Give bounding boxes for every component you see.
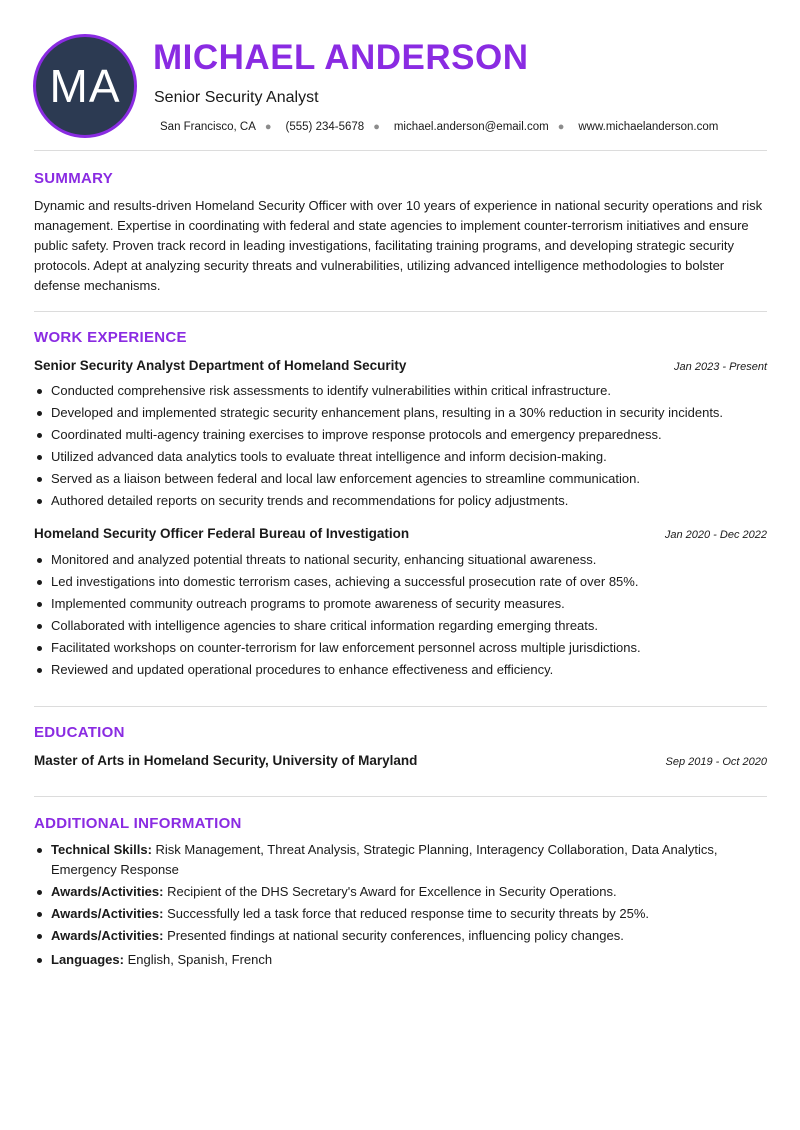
list-item: Conducted comprehensive risk assessments to identify vulnerabilities within critical infrastructure. [34, 380, 767, 402]
item-text: Risk Management, Threat Analysis, Strategic Planning, Interagency Collaboration, Data Analytics, Emergency Response [51, 842, 718, 877]
item-text: Recipient of the DHS Secretary's Award for Excellence in Security Operations. [163, 884, 617, 899]
contact-location: San Francisco, CA [160, 121, 256, 133]
list-item: Authored detailed reports on security trends and recommendations for policy adjustments. [34, 490, 767, 512]
list-item: Led investigations into domestic terrorism cases, achieving a successful prosecution rate of over 85%. [34, 571, 767, 593]
education-heading: EDUCATION [34, 724, 125, 741]
list-item: Reviewed and updated operational procedures to enhance effectiveness and efficiency. [34, 659, 767, 681]
item-label: Awards/Activities: [51, 906, 164, 921]
section-divider [34, 706, 767, 707]
item-text: Successfully led a task force that reduced response time to security threats by 25%. [163, 906, 650, 921]
education-row [34, 753, 767, 768]
summary-heading: SUMMARY [34, 170, 114, 187]
section-divider [34, 150, 767, 151]
contact-website[interactable]: www.michaelanderson.com [578, 121, 719, 133]
contact-bar [160, 121, 718, 133]
list-item [34, 926, 734, 946]
list-item: Collaborated with intelligence agencies to share critical information regarding emerging threats. [34, 615, 767, 637]
list-item [34, 840, 734, 880]
job-header [34, 358, 767, 373]
degree: Master of Arts in Homeland Security, University of Maryland [34, 753, 418, 768]
avatar: MA [33, 34, 137, 138]
additional-heading: ADDITIONAL INFORMATION [34, 815, 242, 832]
list-item: Monitored and analyzed potential threats to national security, enhancing situational awareness. [34, 549, 767, 571]
job-bullets [34, 549, 767, 681]
additional-list [34, 840, 734, 972]
list-item: Utilized advanced data analytics tools to evaluate threat intelligence and inform decision-making. [34, 446, 767, 468]
list-item: Implemented community outreach programs to promote awareness of security measures. [34, 593, 767, 615]
job-role: Senior Security Analyst Department of Homeland Security [34, 358, 407, 373]
candidate-name: MICHAEL ANDERSON [153, 38, 529, 77]
job-header [34, 526, 767, 541]
item-label: Awards/Activities: [51, 928, 164, 943]
job-date: Jan 2020 - Dec 2022 [664, 529, 767, 541]
job-role: Homeland Security Officer Federal Bureau of Investigation [34, 526, 410, 541]
job-date: Jan 2023 - Present [674, 361, 767, 373]
separator-dot-icon: ● [373, 121, 380, 133]
list-item [34, 882, 734, 902]
list-item: Coordinated multi-agency training exercises to improve response protocols and emergency preparedness. [34, 424, 767, 446]
list-item: Developed and implemented strategic security enhancement plans, resulting in a 30% reduction in security incidents. [34, 402, 767, 424]
education-date: Sep 2019 - Oct 2020 [665, 756, 767, 768]
separator-dot-icon: ● [264, 121, 272, 133]
item-label: Awards/Activities: [51, 884, 164, 899]
section-divider [34, 311, 767, 312]
section-divider [34, 796, 767, 797]
summary-text: Dynamic and results-driven Homeland Security Officer with over 10 years of experience in national security operations and risk management. Expertise in coordinating with federal and state agencies to implement counter-terrorism initiatives and ensure public safety. Proven track record in leading investigations, facilitating training programs, and developing strategic security protocols. Adept at analyzing security threats and vulnerabilities, utilizing advanced intelligence methodologies to bolster defense mechanisms. [34, 198, 763, 293]
item-label: Languages: [51, 952, 124, 967]
item-text: English, Spanish, French [123, 952, 273, 967]
job-title: Senior Security Analyst [154, 89, 319, 106]
contact-email[interactable]: michael.anderson@email.com [393, 121, 549, 133]
separator-dot-icon: ● [557, 121, 565, 133]
experience-heading: WORK EXPERIENCE [34, 329, 187, 346]
item-label: Technical Skills: [51, 842, 152, 857]
list-item: Served as a liaison between federal and local law enforcement agencies to streamline communication. [34, 468, 767, 490]
list-item [34, 904, 734, 924]
contact-phone: (555) 234-5678 [285, 121, 365, 133]
job-bullets [34, 380, 767, 512]
item-text: Presented findings at national security conferences, influencing policy changes. [163, 928, 624, 943]
list-item [34, 950, 734, 970]
list-item: Facilitated workshops on counter-terrorism for law enforcement personnel across multiple jurisdictions. [34, 637, 767, 659]
